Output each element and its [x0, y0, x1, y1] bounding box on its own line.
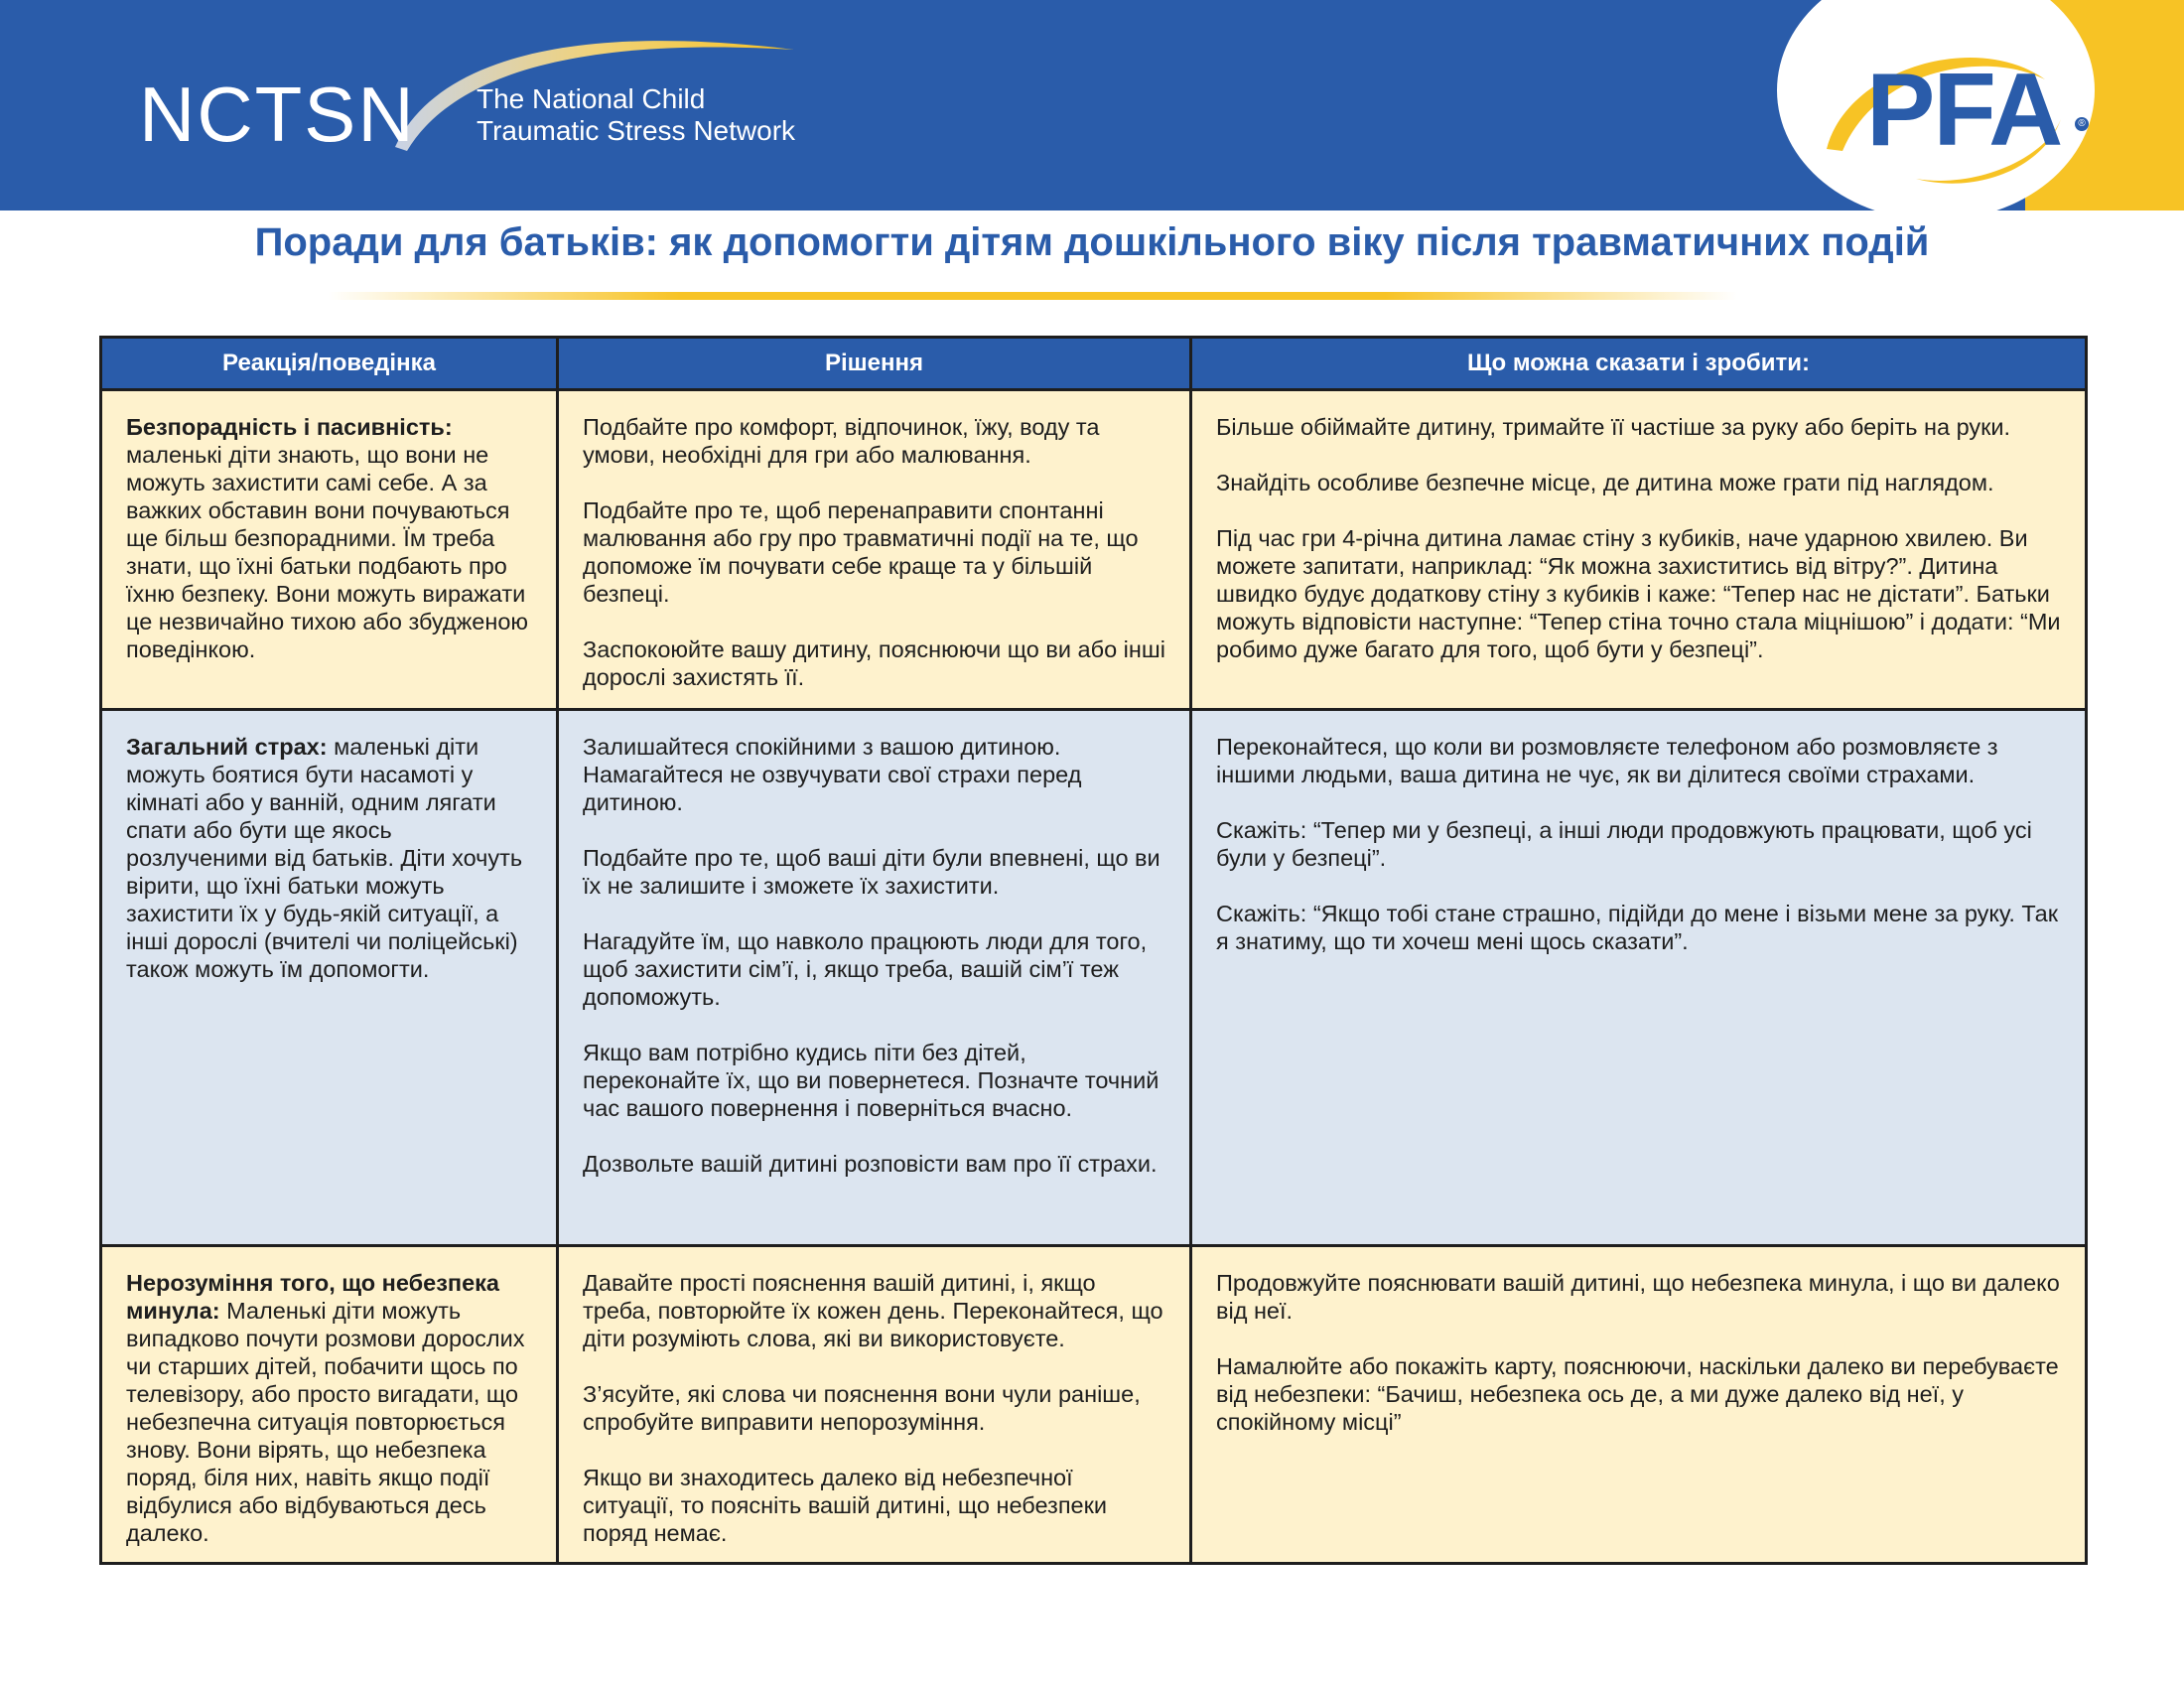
page-title: Поради для батьків: як допомогти дітям дошкільного віку після травматичних подій: [254, 220, 1930, 264]
column-header-reaction: Реакція/поведінка: [101, 338, 558, 390]
pfa-logo-text: PFA: [1866, 53, 2062, 168]
solution-paragraph: Якщо ви знаходитесь далеко від небезпечної ситуації, то поясніть вашій дитині, що небезпеки поряд немає.: [583, 1465, 1108, 1546]
nctsn-full-name: [477, 83, 795, 147]
solution-paragraph: Подбайте про те, щоб перенаправити спонтанні малювання або гру про травматичні події на те, що допоможе їм почувати себе краще та у більшій безпеці.: [583, 497, 1139, 607]
table-row: [101, 1246, 2087, 1564]
reaction-text: маленькі діти знають, що вони не можуть захистити самі себе. А за важких обставин вони почуваються ще більш безпорадними. Їм треба знати, що їхні батьки подбають про їхню безпеку. Вони можуть виражати це незвичайно тихою або збудженою поведінкою.: [126, 442, 529, 662]
table-row: [101, 390, 2087, 710]
reaction-text: Маленькі діти можуть випадково почути розмови дорослих чи старших дітей, побачити щось по телевізору, або просто вигадати, що небезпечна ситуація повторюється знову. Вони вірять, що небезпека поряд, біля них, навіть якщо події відбулися або відбуваються десь далеко.: [126, 1298, 525, 1546]
action-paragraph: Під час гри 4-річна дитина ламає стіну з кубиків, наче ударною хвилею. Ви можете запитати, наприклад: “Як можна захиститись від вітру?”. Дитина швидко будує додаткову стіну з кубиків і каже: “Тепер нас не дістати”. Батьки можуть відповісти наступне: “Тепер стіна точно стала міцнішою” і додати: “Ми робимо дуже багато для того, щоб бути у безпеці”.: [1216, 525, 2061, 662]
reaction-cell: [101, 710, 558, 1246]
column-header-solution: Рішення: [558, 338, 1191, 390]
solution-paragraph: З’ясуйте, які слова чи пояснення вони чули раніше, спробуйте виправити непорозуміння.: [583, 1381, 1141, 1435]
solution-cell: [558, 390, 1191, 710]
reaction-title: Безпорадність і пасивність:: [126, 414, 453, 440]
registered-mark: ®: [2075, 117, 2089, 131]
solution-paragraph: Заспокоюйте вашу дитину, пояснюючи що ви або інші дорослі захистять її.: [583, 636, 1165, 690]
column-header-actions: Що можна сказати і зробити:: [1191, 338, 2087, 390]
action-paragraph: Переконайтеся, що коли ви розмовляєте телефоном або розмовляєте з іншими людьми, ваша дитина не чує, як ви ділитеся своїми страхами.: [1216, 734, 1998, 787]
action-paragraph: Більше обіймайте дитину, тримайте її частіше за руку або беріть на руки.: [1216, 414, 2011, 440]
tips-table: [99, 336, 2088, 1565]
reaction-text: маленькі діти можуть боятися бути насамоті у кімнаті або у ванній, одним лягати спати або бути ще якось розлученими від батьків. Діти хочуть вірити, що їхні батьки можуть захистити їх у будь-якій ситуації, а інші дорослі (вчителі чи поліцейські) також можуть їм допомогти.: [126, 734, 523, 982]
header-banner: [0, 0, 2184, 211]
action-paragraph: Скажіть: “Тепер ми у безпеці, а інші люди продовжують працювати, щоб усі були у безпеці”.: [1216, 817, 2032, 871]
action-paragraph: Продовжуйте пояснювати вашій дитині, що небезпека минула, і що ви далеко від неї.: [1216, 1270, 2060, 1324]
title-underline: [328, 292, 1737, 300]
reaction-title: Загальний страх:: [126, 734, 328, 760]
solution-paragraph: Давайте прості пояснення вашій дитині, і, якщо треба, повторюйте їх кожен день. Переконайтеся, що діти розуміють слова, які ви використовуєте.: [583, 1270, 1163, 1351]
solution-paragraph: Дозвольте вашій дитині розповісти вам про її страхи.: [583, 1151, 1158, 1177]
solution-paragraph: Якщо вам потрібно кудись піти без дітей, переконайте їх, що ви повернетеся. Позначте точний час вашого повернення і поверніться вчасно.: [583, 1040, 1160, 1121]
reaction-cell: [101, 1246, 558, 1564]
solution-paragraph: Подбайте про те, щоб ваші діти були впевнені, що ви їх не залишите і зможете їх захистити.: [583, 845, 1160, 899]
nctsn-name-line2: Traumatic Stress Network: [477, 115, 796, 146]
table-row: [101, 710, 2087, 1246]
action-cell: [1191, 1246, 2087, 1564]
solution-paragraph: Залишайтеся спокійними з вашою дитиною. Намагайтеся не озвучувати свої страхи перед дитиною.: [583, 734, 1082, 815]
reaction-title: Нерозуміння того, що небезпека минула:: [126, 1270, 499, 1324]
action-cell: [1191, 390, 2087, 710]
reaction-cell: [101, 390, 558, 710]
action-cell: [1191, 710, 2087, 1246]
nctsn-logo-text: NCTSN: [139, 70, 416, 158]
solution-paragraph: Нагадуйте їм, що навколо працюють люди для того, щоб захистити сім’ї, і, якщо треба, вашій сім’ї теж допоможуть.: [583, 928, 1148, 1010]
action-paragraph: Скажіть: “Якщо тобі стане страшно, підійди до мене і візьми мене за руку. Так я знатиму, що ти хочеш мені щось сказати”.: [1216, 901, 2059, 954]
action-paragraph: Знайдіть особливе безпечне місце, де дитина може грати під наглядом.: [1216, 470, 1994, 495]
solution-paragraph: Подбайте про комфорт, відпочинок, їжу, воду та умови, необхідні для гри або малювання.: [583, 414, 1100, 468]
table-header-row: [101, 338, 2087, 390]
solution-cell: [558, 710, 1191, 1246]
nctsn-name-line1: The National Child: [477, 83, 706, 114]
solution-cell: [558, 1246, 1191, 1564]
action-paragraph: Намалюйте або покажіть карту, пояснюючи, наскільки далеко ви перебуваєте від небезпеки: “Бачиш, небезпека ось де, а ми дуже далеко від неї, у спокійному місці”: [1216, 1353, 2059, 1435]
